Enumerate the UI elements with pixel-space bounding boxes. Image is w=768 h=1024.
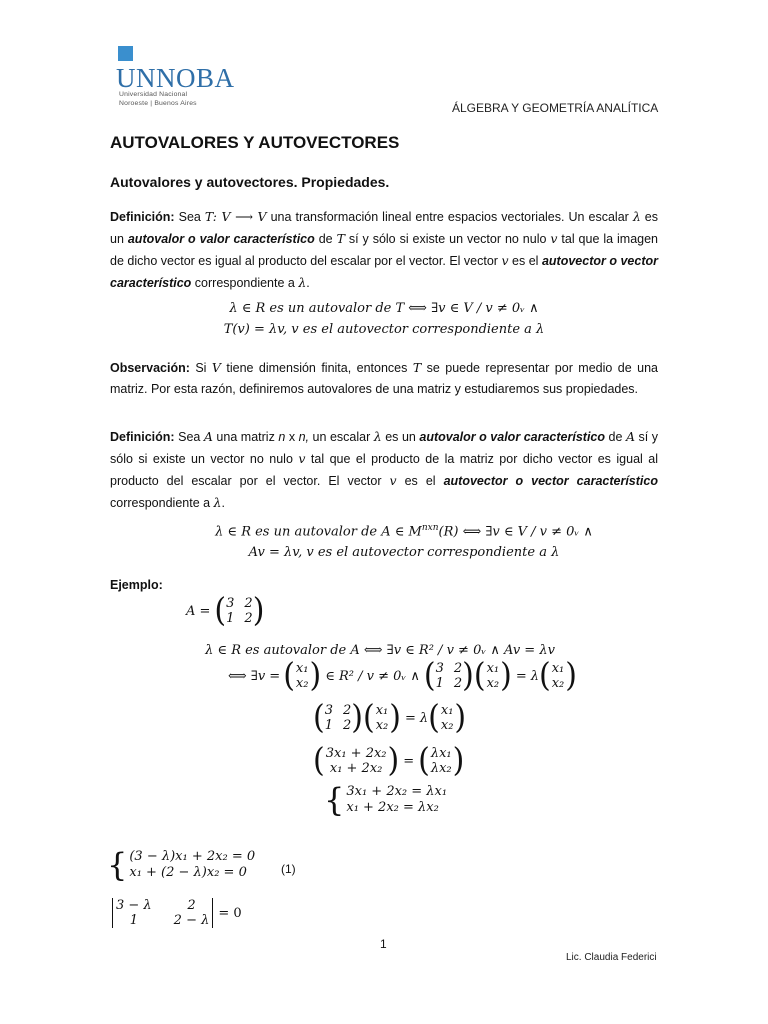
logo-name: UNNOBA [116, 63, 235, 93]
page-title: AUTOVALORES Y AUTOVECTORES [110, 133, 400, 152]
equation-2: λ ∈ R es un autovalor de A ∈ $M^{nxn}(R)$ ⟺ ∃v ∈ V / v ≠ 0ᵥ ∧ Av = λv, v es el autovector correspondiente a λ [215, 523, 593, 561]
example-line-2: ⟺ ∃v = ( x₁ x₂ ) ∈ R² / v ≠ 0ᵥ ∧ ( 3 2 1 2 ) ( x₁ x₂ ) = λ ( x₁ x₂ ) [228, 656, 577, 695]
matrix-A-definition: A = ( 3 2 1 2 ) [186, 591, 265, 630]
equation-1: λ ∈ R es un autovalor de T ⟺ ∃v ∈ V / v ≠ 0ᵥ ∧ T(v) = λv, v es el autovector correspondiente a λ [223, 301, 545, 337]
page-number: 1 [380, 937, 387, 951]
observation: Observación: Si V tiene dimensión finita, entonces T se puede representar por medio de una matriz. Por esta razón, definiremos autovalores de una matriz y estudiaremos sus propiedades. [110, 360, 658, 396]
equation-tag: (1) [281, 862, 296, 876]
definition-1: Definición: Sea T: V ⟶ V una transformación lineal entre espacios vectoriales. Un escalar λ es un autovalor o valor característico de T sí y sólo si existe un vector no nulo v tal que la imagen de dicho vector es igual al producto del escalar por el vector. El vector v es el autovector o vector característico correspondiente a λ. [110, 209, 659, 290]
course-header: ÁLGEBRA Y GEOMETRÍA ANALÍTICA [452, 101, 659, 115]
logo-subtitle: Universidad Nacional Noroeste | Buenos Aires [119, 91, 197, 107]
definition-2: Definición: Sea A una matriz n x n, un escalar λ es un autovalor o valor característico de A sí y sólo si existe un vector no nulo v tal que el producto de la matriz por dicho vector es igual al producto del escalar por el vector. El vector v es el autovector o vector característico correspondiente a λ. [110, 429, 658, 510]
example-line-1: λ ∈ R es autovalor de A ⟺ ∃v ∈ R² / v ≠ 0ᵥ ∧ Av = λv [205, 643, 555, 658]
matrix-equation: ( 3 2 1 2 ) ( x₁ x₂ ) = λ ( x₁ x₂ ) [313, 698, 467, 737]
determinant-equation: 3 − λ 2 1 2 − λ = 0 [109, 898, 242, 928]
expanded-equation: ( 3x₁ + 2x₂ x₁ + 2x₂ ) = ( λx₁ λx₂ ) [313, 741, 465, 780]
example-label: Ejemplo: [110, 578, 163, 592]
section-subtitle: Autovalores y autovectores. Propiedades. [110, 174, 390, 190]
system-b: { (3 − λ)x₁ + 2x₂ = 0 x₁ + (2 − λ)x₂ = 0 [107, 846, 256, 884]
logo-square [118, 46, 133, 61]
system-a: { 3x₁ + 2x₂ = λx₁ x₁ + 2x₂ = λx₂ [324, 781, 448, 819]
author: Lic. Claudia Federici [566, 952, 657, 963]
